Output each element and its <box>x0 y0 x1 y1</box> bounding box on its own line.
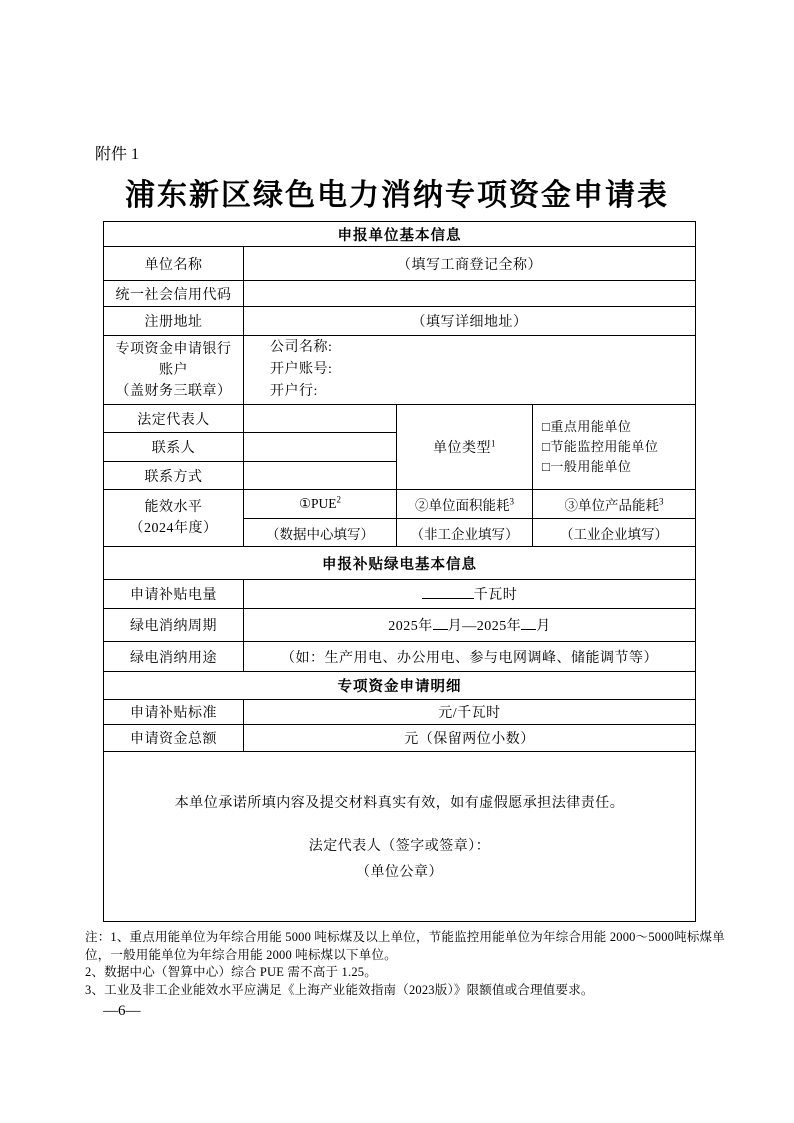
footnote-1: 注：1、重点用能单位为年综合用能 5000 吨标煤及以上单位，节能监控用能单位为年综合用能 2000～5000吨标煤单位，一般用能单位为年综合用能 2000 吨标煤以下单位。 <box>85 930 725 962</box>
reg-address-row <box>104 307 696 336</box>
credit-code-label: 统一社会信用代码 <box>104 281 244 307</box>
unit-name-label: 单位名称 <box>104 247 244 281</box>
pue-footnote-marker: 2 <box>336 494 342 505</box>
energy-per-product-note: （工业企业填写） <box>533 519 696 547</box>
total-amount-value: 元（保留两位小数） <box>244 725 696 752</box>
bank-account-value <box>244 336 696 405</box>
reg-address-value: （填写详细地址） <box>244 307 696 336</box>
bank-account-label-line3: （盖财务三联章） <box>115 383 232 399</box>
credit-code-row <box>104 281 696 307</box>
footnote-2: 2、数据中心（智算中心）综合 PUE 需不高于 1.25。 <box>85 965 377 979</box>
page-number: —6— <box>103 1003 141 1019</box>
section-header-detail: 专项资金申请明细 <box>104 672 696 700</box>
declaration-cell <box>104 752 696 922</box>
checkbox-icon: □ <box>542 419 551 434</box>
energy-pue-header: ①PUE$^2$ <box>244 490 397 519</box>
energy-pue-note: （数据中心填写） <box>244 519 397 547</box>
contact-method-label: 联系方式 <box>104 462 244 490</box>
subsidy-rate-value: 元/千瓦时 <box>244 700 696 725</box>
period-row <box>104 609 696 642</box>
fill-in-blank <box>521 616 536 630</box>
bank-account-label-line2: 账户 <box>159 362 188 378</box>
checkbox-icon: □ <box>542 439 551 454</box>
page-title: 浦东新区绿色电力消纳专项资金申请表 <box>125 179 669 212</box>
per-product-footnote-marker: 3 <box>659 496 664 507</box>
commitment-text: 本单位承诺所填内容及提交材料真实有效，如有虚假愿承担法律责任。 <box>174 796 625 811</box>
energy-per-area-header: ②单位面积能耗$^3$ <box>397 490 533 519</box>
section-header-green-info: 申报补贴绿电基本信息 <box>104 547 696 580</box>
contact-method-value <box>244 462 397 490</box>
declaration-row <box>104 752 696 922</box>
total-amount-label: 申请资金总额 <box>104 725 244 752</box>
usage-row <box>104 642 696 672</box>
checkbox-icon: □ <box>542 459 551 474</box>
unit-type-label: 单位类型$^1$ <box>397 405 533 490</box>
section-header-basic-info: 申报单位基本信息 <box>104 222 696 247</box>
contact-value <box>244 433 397 462</box>
application-form-table <box>103 221 696 922</box>
section-row-green-info <box>104 547 696 580</box>
total-amount-row <box>104 725 696 752</box>
attachment-label: 附件 1 <box>95 146 140 163</box>
unit-type-options <box>533 405 696 490</box>
bank-branch-field: 开户行: <box>270 384 318 399</box>
period-value: 2025年 月—2025年 月 <box>244 609 696 642</box>
energy-per-product-header: ③单位产品能耗$^3$ <box>533 490 696 519</box>
subsidy-qty-label: 申请补贴电量 <box>104 580 244 609</box>
legal-rep-value <box>244 405 397 433</box>
seal-line: （单位公章） <box>356 865 443 880</box>
unit-type-option-monitored-energy: □节能监控用能单位 <box>542 439 659 454</box>
fill-in-blank <box>433 616 448 630</box>
unit-name-row <box>104 247 696 281</box>
per-area-footnote-marker: 3 <box>509 496 514 507</box>
bank-account-row <box>104 336 696 405</box>
bank-account-number-field: 开户账号: <box>270 362 333 377</box>
legal-rep-label: 法定代表人 <box>104 405 244 433</box>
bank-account-label-line1: 专项资金申请银行 <box>115 341 232 357</box>
unit-type-option-key-energy: □重点用能单位 <box>542 419 632 434</box>
energy-level-label: 能效水平 （2024年度） <box>104 490 244 547</box>
section-row-detail <box>104 672 696 700</box>
subsidy-qty-value: 千瓦时 <box>244 580 696 609</box>
period-label: 绿电消纳周期 <box>104 609 244 642</box>
usage-value: （如：生产用电、办公用电、参与电网调峰、储能调节等） <box>244 642 696 672</box>
energy-per-area-note: （非工企业填写） <box>397 519 533 547</box>
footnote-3: 3、工业及非工企业能效水平应满足《上海产业能效指南（2023版）》限额值或合理值要求。 <box>85 982 594 997</box>
unit-name-value: （填写工商登记全称） <box>244 247 696 281</box>
energy-level-row-top <box>104 490 696 519</box>
unit-type-option-general-energy: □一般用能单位 <box>542 459 632 474</box>
section-row-basic-info <box>104 222 696 247</box>
signature-line: 法定代表人（签字或签章）： <box>308 839 491 854</box>
usage-label: 绿电消纳用途 <box>104 642 244 672</box>
contact-label: 联系人 <box>104 433 244 462</box>
subsidy-rate-row <box>104 700 696 725</box>
footnotes <box>85 929 725 999</box>
fill-in-blank <box>422 585 474 599</box>
bank-account-label <box>104 336 244 405</box>
bank-company-name-field: 公司名称: <box>270 340 333 355</box>
unit-type-footnote-marker: 1 <box>491 438 496 449</box>
subsidy-rate-label: 申请补贴标准 <box>104 700 244 725</box>
subsidy-qty-row <box>104 580 696 609</box>
credit-code-value <box>244 281 696 307</box>
reg-address-label: 注册地址 <box>104 307 244 336</box>
legal-rep-row <box>104 405 696 433</box>
